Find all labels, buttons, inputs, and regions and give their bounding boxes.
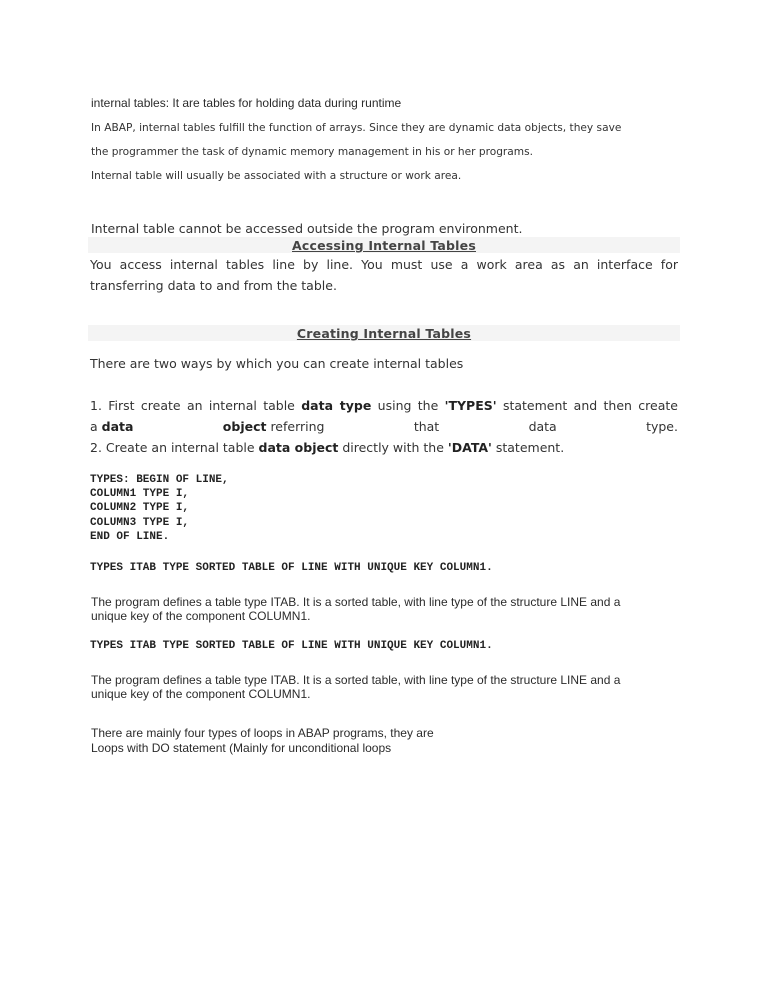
code-line: TYPES: BEGIN OF LINE, (90, 474, 229, 486)
types-statement-1: TYPES ITAB TYPE SORTED TABLE OF LINE WITH UNIQUE KEY COLUMN1. (90, 562, 493, 574)
accessing-para-line-1: You access internal tables line by line. You must use a work area as an interface for (90, 257, 678, 272)
types-statement-2: TYPES ITAB TYPE SORTED TABLE OF LINE WITH UNIQUE KEY COLUMN1. (90, 640, 493, 652)
accessing-heading: Accessing Internal Tables (292, 238, 476, 253)
intro-line-5: Internal table cannot be accessed outside the program environment. (91, 221, 523, 236)
accessing-heading-band (88, 237, 680, 253)
accessing-para-line-2: transferring data to and from the table. (90, 278, 337, 293)
creating-heading: Creating Internal Tables (296, 326, 472, 341)
creating-item-1-line-2: a data object referring that data type. (90, 419, 678, 434)
loops-para: There are mainly four types of loops in ABAP programs, they are Loops with DO statement (Mainly for unconditional loops (91, 726, 434, 755)
code-line: END OF LINE. (90, 530, 170, 543)
code-line: COLUMN3 TYPE I, (90, 516, 190, 529)
intro-line-4: Internal table will usually be associated with a structure or work area. (91, 170, 462, 182)
code-line: COLUMN2 TYPE I, (90, 502, 190, 515)
creating-heading-band (88, 325, 680, 341)
explain-para-1: The program defines a table type ITAB. It is a sorted table, with line type of the structure LINE and a unique key of the component COLUMN1. (91, 595, 621, 623)
creating-item-1-line-1: 1. First create an internal table data type using the 'TYPES' statement and then create (90, 398, 678, 413)
creating-item-2: 2. Create an internal table data object directly with the 'DATA' statement. (90, 440, 565, 455)
intro-line-2: In ABAP, internal tables fulfill the function of arrays. Since they are dynamic data objects, they save (91, 122, 622, 134)
explain-para-2: The program defines a table type ITAB. It is a sorted table, with line type of the structure LINE and a unique key of the component COLUMN1. (91, 673, 621, 701)
intro-line-1: internal tables: It are tables for holding data during runtime (91, 96, 402, 110)
intro-line-3: the programmer the task of dynamic memory management in his or her programs. (91, 146, 533, 158)
code-line: COLUMN1 TYPE I, (90, 488, 190, 501)
code-block (90, 473, 229, 544)
creating-intro: There are two ways by which you can create internal tables (90, 356, 464, 371)
